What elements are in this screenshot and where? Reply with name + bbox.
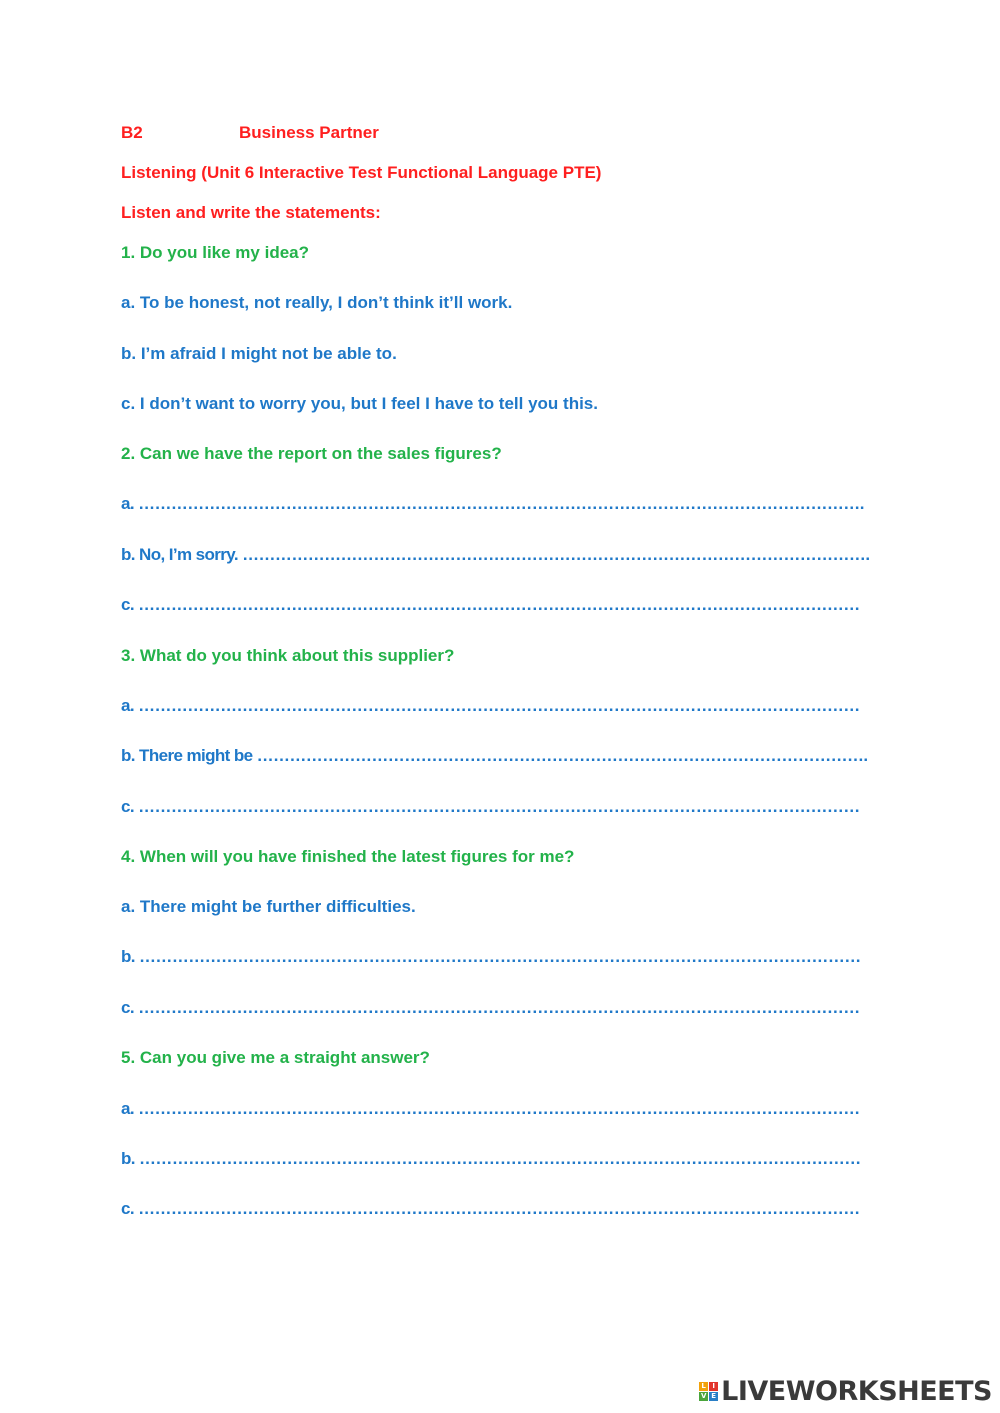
- answer-4a: a. There might be further difficulties.: [121, 897, 416, 916]
- question-2: 2. Can we have the report on the sales figures?: [121, 444, 502, 463]
- logo-text: LIVEWORKSHEETS: [721, 1376, 992, 1407]
- answer-5c-blank[interactable]: c. ……………………………………………………………………………………………………………………: [121, 1199, 860, 1218]
- liveworksheets-logo: [699, 1376, 992, 1407]
- logo-mark-icon: L I V E: [699, 1382, 718, 1401]
- answer-3a-blank[interactable]: a. ……………………………………………………………………………………………………………………: [121, 696, 860, 715]
- answer-2c-blank[interactable]: c. ……………………………………………………………………………………………………………………: [121, 595, 860, 614]
- answer-4c-blank[interactable]: c. ……………………………………………………………………………………………………………………: [121, 998, 860, 1017]
- level-label: B2: [121, 123, 143, 142]
- answer-2b-blank[interactable]: b. No, I’m sorry. …………………………………………………………………………………………………….: [121, 545, 870, 564]
- answer-1c: c. I don’t want to worry you, but I feel I have to tell you this.: [121, 394, 598, 413]
- question-1: 1. Do you like my idea?: [121, 243, 310, 262]
- answer-5a-blank[interactable]: a. ……………………………………………………………………………………………………………………: [121, 1099, 860, 1118]
- question-5: 5. Can you give me a straight answer?: [121, 1048, 430, 1067]
- answer-1a: a. To be honest, not really, I don’t think it’ll work.: [121, 293, 513, 312]
- answer-3b-blank[interactable]: b. There might be ………………………………………………………………………………………………….: [121, 746, 868, 765]
- instruction: Listen and write the statements:: [121, 203, 381, 222]
- answer-4b-blank[interactable]: b. ……………………………………………………………………………………………………………………: [121, 947, 861, 966]
- question-3: 3. What do you think about this supplier?: [121, 646, 455, 665]
- question-4: 4. When will you have finished the latest figures for me?: [121, 847, 575, 866]
- answer-1b: b. I’m afraid I might not be able to.: [121, 344, 397, 363]
- answer-2a-blank[interactable]: a. …………………………………………………………………………………………………………………….: [121, 494, 864, 513]
- subtitle: Listening (Unit 6 Interactive Test Functional Language PTE): [121, 163, 602, 182]
- answer-5b-blank[interactable]: b. ……………………………………………………………………………………………………………………: [121, 1149, 861, 1168]
- course-title: Business Partner: [239, 123, 379, 142]
- answer-3c-blank[interactable]: c. ……………………………………………………………………………………………………………………: [121, 797, 860, 816]
